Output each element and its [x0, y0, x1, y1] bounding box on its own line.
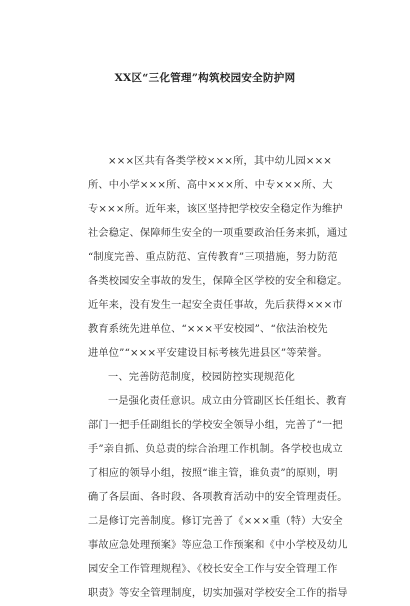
paragraph-line: 部门一把手任副组长的学校安全领导小组，完善了“一把 [88, 420, 343, 431]
paragraph-line: 近年来，没有发生一起安全责任事故，先后获得×××市 [88, 300, 343, 311]
paragraph-line: ×××区共有各类学校×××所，其中幼儿园××× [108, 156, 333, 167]
paragraph-line: 手”亲自抓、负总责的综合治理工作机制。各学校也成立 [88, 444, 343, 455]
paragraph-line: 各类校园安全事故的发生，保障全区学校的安全和稳定。 [88, 276, 348, 287]
paragraph-line: 社会稳定、保障师生安全的一项重要政治任务来抓，通过 [88, 228, 348, 239]
paragraph-line: 二是修订完善制度。修订完善了《×××重（特）大安全 [88, 516, 343, 527]
paragraph-line: 专×××所。近年来，该区坚持把学校安全稳定作为维护 [88, 204, 343, 215]
paragraph-line: 事故应急处理预案》等应急工作预案和《中小学校及幼儿 [88, 540, 348, 551]
paragraph-line: 园安全工作管理规程》、《校长安全工作与安全管理工作 [88, 564, 338, 575]
paragraph-line: 了相应的领导小组，按照“谁主管，谁负责”的原则，明 [88, 468, 338, 479]
paragraph-line: 教育系统先进单位、“×××平安校园”、“依法治校先 [88, 324, 328, 335]
paragraph-line: 职责》等安全管理制度，切实加强对学校安全工作的指导 [88, 588, 348, 599]
paragraph-line: 进单位”“×××平安建设目标考核先进县区”等荣誉。 [88, 348, 328, 359]
paragraph-line: 一、完善防范制度，校园防控实现规范化 [108, 372, 295, 383]
paragraph-line: “制度完善、重点防范、宣传教育”三项措施，努力防范 [88, 252, 338, 263]
document-body [88, 150, 356, 606]
paragraph-line: 一是强化责任意识。成立由分管副区长任组长、教育 [108, 396, 347, 407]
paragraph-line: 所、中小学×××所、高中×××所、中专×××所、大 [88, 180, 333, 191]
paragraph-line: 确了各层面、各时段、各项教育活动中的安全管理责任。 [88, 492, 348, 503]
document-title: XX区“三化管理”构筑校园安全防护网 [114, 72, 296, 84]
